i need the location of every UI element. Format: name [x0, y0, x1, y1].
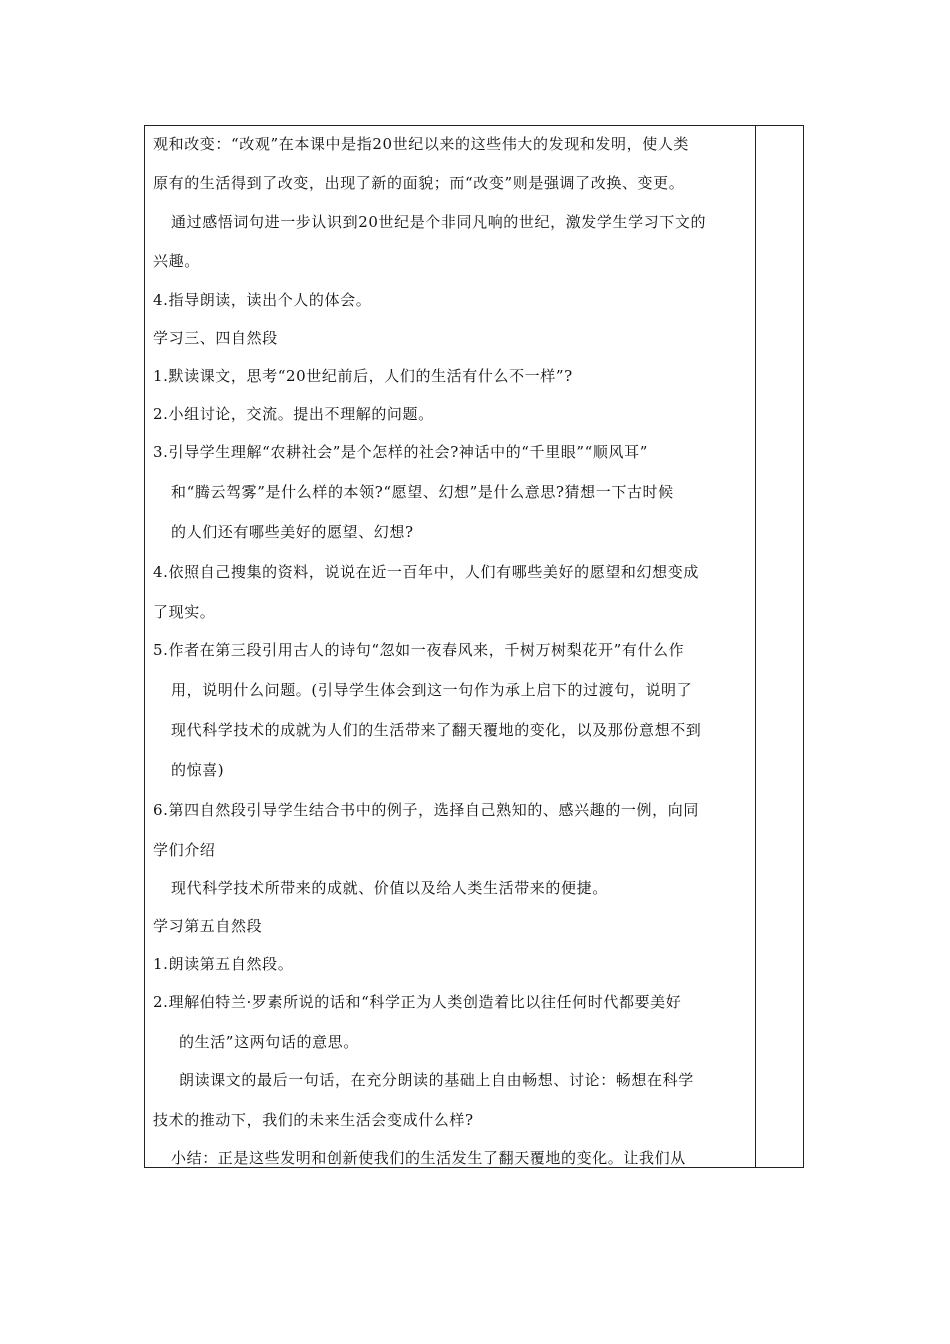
text-line: 4.指导朗读，读出个人的体会。 — [153, 291, 372, 309]
lesson-content-cell — [145, 126, 755, 1167]
text-line: 和“腾云驾雾”是什么样的本领?“愿望、幻想”是什么意思?猜想一下古时候 — [171, 483, 674, 501]
text-line: 5.作者在第三段引用古人的诗句“忽如一夜春风来，千树万树梨花开”有什么作 — [153, 641, 685, 659]
text-line: 用，说明什么问题。(引导学生体会到这一句作为承上启下的过渡句，说明了 — [171, 681, 693, 699]
text-line: 1.默读课文，思考“20世纪前后，人们的生活有什么不一样”? — [153, 367, 573, 385]
text-line: 的生活”这两句话的意思。 — [179, 1033, 359, 1051]
text-line: 4.依照自己搜集的资料，说说在近一百年中，人们有哪些美好的愿望和幻想变成 — [153, 563, 699, 581]
text-line: 现代科学技术所带来的成就、价值以及给人类生活带来的便捷。 — [171, 879, 608, 897]
text-line: 观和改变：“改观”在本课中是指20世纪以来的这些伟大的发现和发明，使人类 — [153, 135, 690, 153]
text-line: 6.第四自然段引导学生结合书中的例子，选择自己熟知的、感兴趣的一例，向同 — [153, 801, 699, 819]
text-line: 兴趣。 — [153, 252, 200, 270]
text-line: 2.理解伯特兰·罗素所说的话和“科学正为人类创造着比以往任何时代都要美好 — [153, 993, 682, 1011]
text-line: 原有的生活得到了改变，出现了新的面貌；而“改变”则是强调了改换、变更。 — [153, 174, 685, 192]
text-line: 的惊喜) — [171, 761, 225, 779]
text-line: 现代科学技术的成就为人们的生活带来了翻天覆地的变化，以及那份意想不到 — [171, 721, 702, 739]
text-line: 2.小组讨论，交流。提出不理解的问题。 — [153, 405, 434, 423]
text-line: 朗读课文的最后一句话，在充分朗读的基础上自由畅想、讨论：畅想在科学 — [179, 1071, 694, 1089]
text-line: 1.朗读第五自然段。 — [153, 955, 294, 973]
text-line: 通过感悟词句进一步认识到20世纪是个非同凡响的世纪，激发学生学习下文的 — [171, 213, 707, 231]
section-heading: 学习三、四自然段 — [153, 329, 278, 347]
text-line: 的人们还有哪些美好的愿望、幻想? — [171, 523, 414, 541]
column-divider — [755, 126, 756, 1167]
text-line: 3.引导学生理解“农耕社会”是个怎样的社会?神话中的“千里眼”“顺风耳” — [153, 443, 648, 461]
text-line: 技术的推动下，我们的未来生活会变成什么样? — [153, 1111, 474, 1129]
text-line: 学们介绍 — [153, 841, 216, 859]
section-heading: 学习第五自然段 — [153, 917, 263, 935]
text-line: 小结：正是这些发明和创新使我们的生活发生了翻天覆地的变化。让我们从 — [171, 1149, 686, 1167]
text-line: 了现实。 — [153, 603, 216, 621]
lesson-plan-table — [144, 125, 804, 1168]
